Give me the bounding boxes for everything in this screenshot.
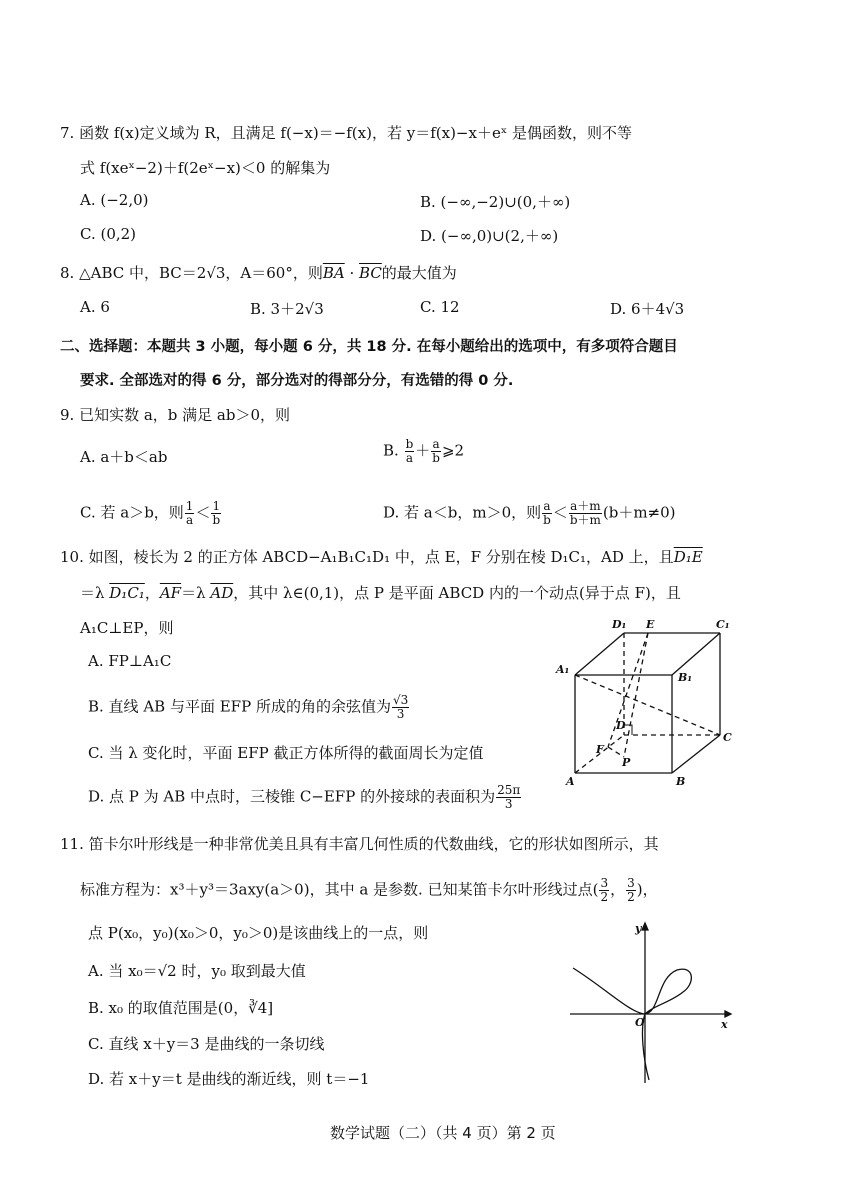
- label-a1: A₁: [556, 663, 570, 676]
- q10-stem2-c: ＝λ: [181, 584, 211, 602]
- q9-option-c: [80, 500, 222, 527]
- q10-stem-line1: [60, 546, 703, 567]
- q8-option-b: B. 3＋2√3: [250, 300, 324, 318]
- segment-e-p: [624, 633, 648, 757]
- q11-frac1-den: 2: [600, 890, 609, 904]
- diagonal-a1-c: [575, 675, 720, 735]
- q8-option-d: D. 6＋4√3: [610, 300, 685, 318]
- q11-frac2: [626, 877, 636, 904]
- q9-d-frac2: [569, 500, 602, 527]
- segment-e-f: [608, 633, 648, 747]
- page-footer: 数学试题（二）（共 4 页）第 2 页: [330, 1124, 556, 1142]
- q11-stem-line2: [80, 877, 658, 904]
- q9-c-frac2-den: b: [212, 513, 221, 527]
- folium-curve: [573, 968, 691, 1080]
- q11-stem-line1: 11. 笛卡尔叶形线是一种非常优美且具有丰富几何性质的代数曲线，它的形状如图所示，其: [60, 835, 659, 853]
- q9-d-frac1: [542, 500, 552, 527]
- q10-stem2-a: ＝λ: [80, 584, 110, 602]
- label-c: C: [723, 731, 732, 744]
- q9-option-b: [383, 438, 464, 465]
- label-b: B: [676, 775, 686, 788]
- q8-dot: ·: [344, 264, 360, 282]
- q10-vector-d1c1: D₁C₁: [109, 584, 145, 602]
- q10-stem2-b: ，: [144, 584, 160, 602]
- q9-b-plus: ＋: [415, 441, 431, 460]
- q9-b-frac2-den: b: [432, 451, 440, 465]
- edge-a1-d1: [575, 633, 624, 675]
- q9-c-frac2-num: 1: [212, 499, 221, 513]
- q9-b-frac1-den: a: [405, 451, 413, 465]
- q10-d-frac: [496, 784, 521, 811]
- q8-option-c: C. 12: [420, 298, 460, 316]
- q9-b-suffix: ⩾2: [441, 441, 465, 460]
- q10-b-frac: [392, 694, 409, 721]
- q11-frac1: [599, 877, 609, 904]
- q10-option-b: [88, 694, 410, 721]
- q10-stem-line2: [80, 582, 681, 603]
- q9-c-frac2: [211, 500, 221, 527]
- q11-option-b: B. x₀ 的取值范围是(0，∛4]: [88, 999, 274, 1017]
- label-b1: B₁: [678, 671, 693, 684]
- q8-vector-ba: $\overline{BA}$: [322, 264, 345, 282]
- cube-figure: [550, 615, 750, 795]
- y-axis-arrow: [642, 923, 648, 930]
- q11-frac2-den: 2: [627, 890, 635, 904]
- q10-d-text: D. 点 P 为 AB 中点时，三棱锥 C−EFP 的外接球的表面积为: [88, 787, 496, 806]
- q10-b-text: B. 直线 AB 与平面 EFP 所成的角的余弦值为: [88, 697, 391, 716]
- label-d1: D₁: [612, 618, 627, 631]
- label-f: F: [596, 743, 604, 756]
- edge-b1-c1: [672, 633, 720, 675]
- q7-option-b: B. (−∞,−2)∪(0,＋∞): [420, 193, 571, 211]
- q9-c-lt: ＜: [195, 503, 211, 522]
- section2-instructions-line2: 要求. 全部选对的得 6 分，部分选对的得部分分，有选错的得 0 分.: [80, 373, 514, 389]
- q10-d-frac-den: 3: [504, 797, 513, 811]
- label-a: A: [566, 775, 575, 788]
- q10-stem2-d: ，其中 λ∈(0,1)，点 P 是平面 ABCD 内的一个动点(异于点 F)，且: [233, 584, 681, 602]
- q9-option-d: [383, 500, 676, 527]
- q7-option-d: D. (−∞,0)∪(2,＋∞): [420, 227, 559, 245]
- q8-stem-a: 8. △ABC 中，BC＝2√3，A＝60°，则: [60, 264, 323, 282]
- q10-stem-line3: A₁C⊥EP，则: [80, 619, 174, 637]
- section2-instructions-line1: 二、选择题：本题共 3 小题，每小题 6 分，共 18 分. 在每小题给出的选项中，有多项符合题目: [60, 339, 678, 355]
- q8-stem: [60, 262, 457, 283]
- folium-figure: [565, 918, 735, 1088]
- q10-vector-af: $\overline{AF}$: [159, 584, 182, 602]
- q11-frac1-num: 3: [600, 876, 609, 890]
- q10-vector-d1e: D₁E: [673, 548, 703, 566]
- q9-option-a: A. a＋b＜ab: [80, 448, 168, 466]
- q7-stem-line1: 7. 函数 f(x)定义域为 R，且满足 f(−x)＝−f(x)，若 y＝f(x)−x＋eˣ 是偶函数，则不等: [60, 124, 632, 142]
- q7-option-c: C. (0,2): [80, 225, 137, 243]
- q9-d-frac1-den: b: [543, 513, 551, 527]
- q10-b-frac-den: 3: [396, 707, 405, 721]
- q9-d-frac1-num: a: [543, 499, 551, 513]
- q9-c-frac1: [185, 500, 195, 527]
- q9-c-frac1-num: 1: [185, 499, 194, 513]
- x-axis-arrow: [725, 1011, 731, 1017]
- q9-stem: 9. 已知实数 a，b 满足 ab＞0，则: [60, 406, 291, 424]
- q7-stem-line2: 式 f(xeˣ−2)＋f(2eˣ−x)＜0 的解集为: [80, 159, 331, 177]
- label-y: y: [635, 922, 642, 935]
- q7-option-a: A. (−2,0): [80, 191, 149, 209]
- label-d: D: [616, 719, 626, 732]
- q11-option-a: A. 当 x₀＝√2 时，y₀ 取到最大值: [88, 962, 306, 980]
- q10-vector-ad: $\overline{AD}$: [210, 584, 234, 602]
- q8-stem-b: 的最大值为: [381, 264, 457, 282]
- q10-option-a: A. FP⊥A₁C: [88, 652, 172, 670]
- q10-option-d: [88, 784, 522, 811]
- q10-d-frac-num: 25π: [497, 783, 521, 797]
- q10-option-c: C. 当 λ 变化时，平面 EFP 截正方体所得的截面周长为定值: [88, 744, 484, 762]
- q11-option-d: D. 若 x＋y＝t 是曲线的渐近线，则 t＝−1: [88, 1070, 370, 1088]
- label-e: E: [646, 618, 655, 631]
- q9-d-frac2-den: b＋m: [569, 513, 601, 527]
- q9-d-prefix: D. 若 a＜b，m＞0，则: [383, 503, 542, 522]
- q11-option-c: C. 直线 x＋y＝3 是曲线的一条切线: [88, 1035, 325, 1053]
- q11-comma: ，: [610, 880, 626, 899]
- label-p: P: [622, 756, 631, 769]
- q8-vector-bc: $\overline{BC}$: [359, 264, 382, 282]
- q11-stem2-text: 标准方程为：x³＋y³＝3axy(a＞0)，其中 a 是参数. 已知某笛卡尔叶形线过点(: [80, 880, 599, 899]
- q11-frac2-num: 3: [627, 876, 635, 890]
- q10-b-frac-num: √3: [392, 693, 409, 707]
- q8-option-a: A. 6: [80, 298, 110, 316]
- label-x: x: [721, 1018, 728, 1031]
- q11-stem2-close: )，: [636, 880, 658, 899]
- q9-b-frac2-num: a: [432, 437, 440, 451]
- label-c1: C₁: [716, 618, 730, 631]
- q11-stem-line3: 点 P(x₀，y₀)(x₀＞0，y₀＞0)是该曲线上的一点，则: [88, 924, 429, 942]
- q9-c-frac1-den: a: [186, 513, 194, 527]
- q9-d-lt: ＜: [552, 503, 568, 522]
- q10-stem1-text: 10. 如图，棱长为 2 的正方体 ABCD−A₁B₁C₁D₁ 中，点 E，F 分别在棱 D₁C₁，AD 上，且: [60, 548, 674, 566]
- q9-b-frac2: [431, 438, 441, 465]
- q9-b-frac1: [405, 438, 415, 465]
- q9-d-suffix: (b＋m≠0): [602, 503, 676, 522]
- edge-b-c: [672, 735, 720, 773]
- q9-d-frac2-num: a＋m: [570, 499, 601, 513]
- q9-c-prefix: C. 若 a＞b，则: [80, 503, 184, 522]
- label-origin: O: [635, 1016, 645, 1029]
- q9-b-prefix: B.: [383, 441, 404, 460]
- q9-b-frac1-num: b: [405, 437, 414, 451]
